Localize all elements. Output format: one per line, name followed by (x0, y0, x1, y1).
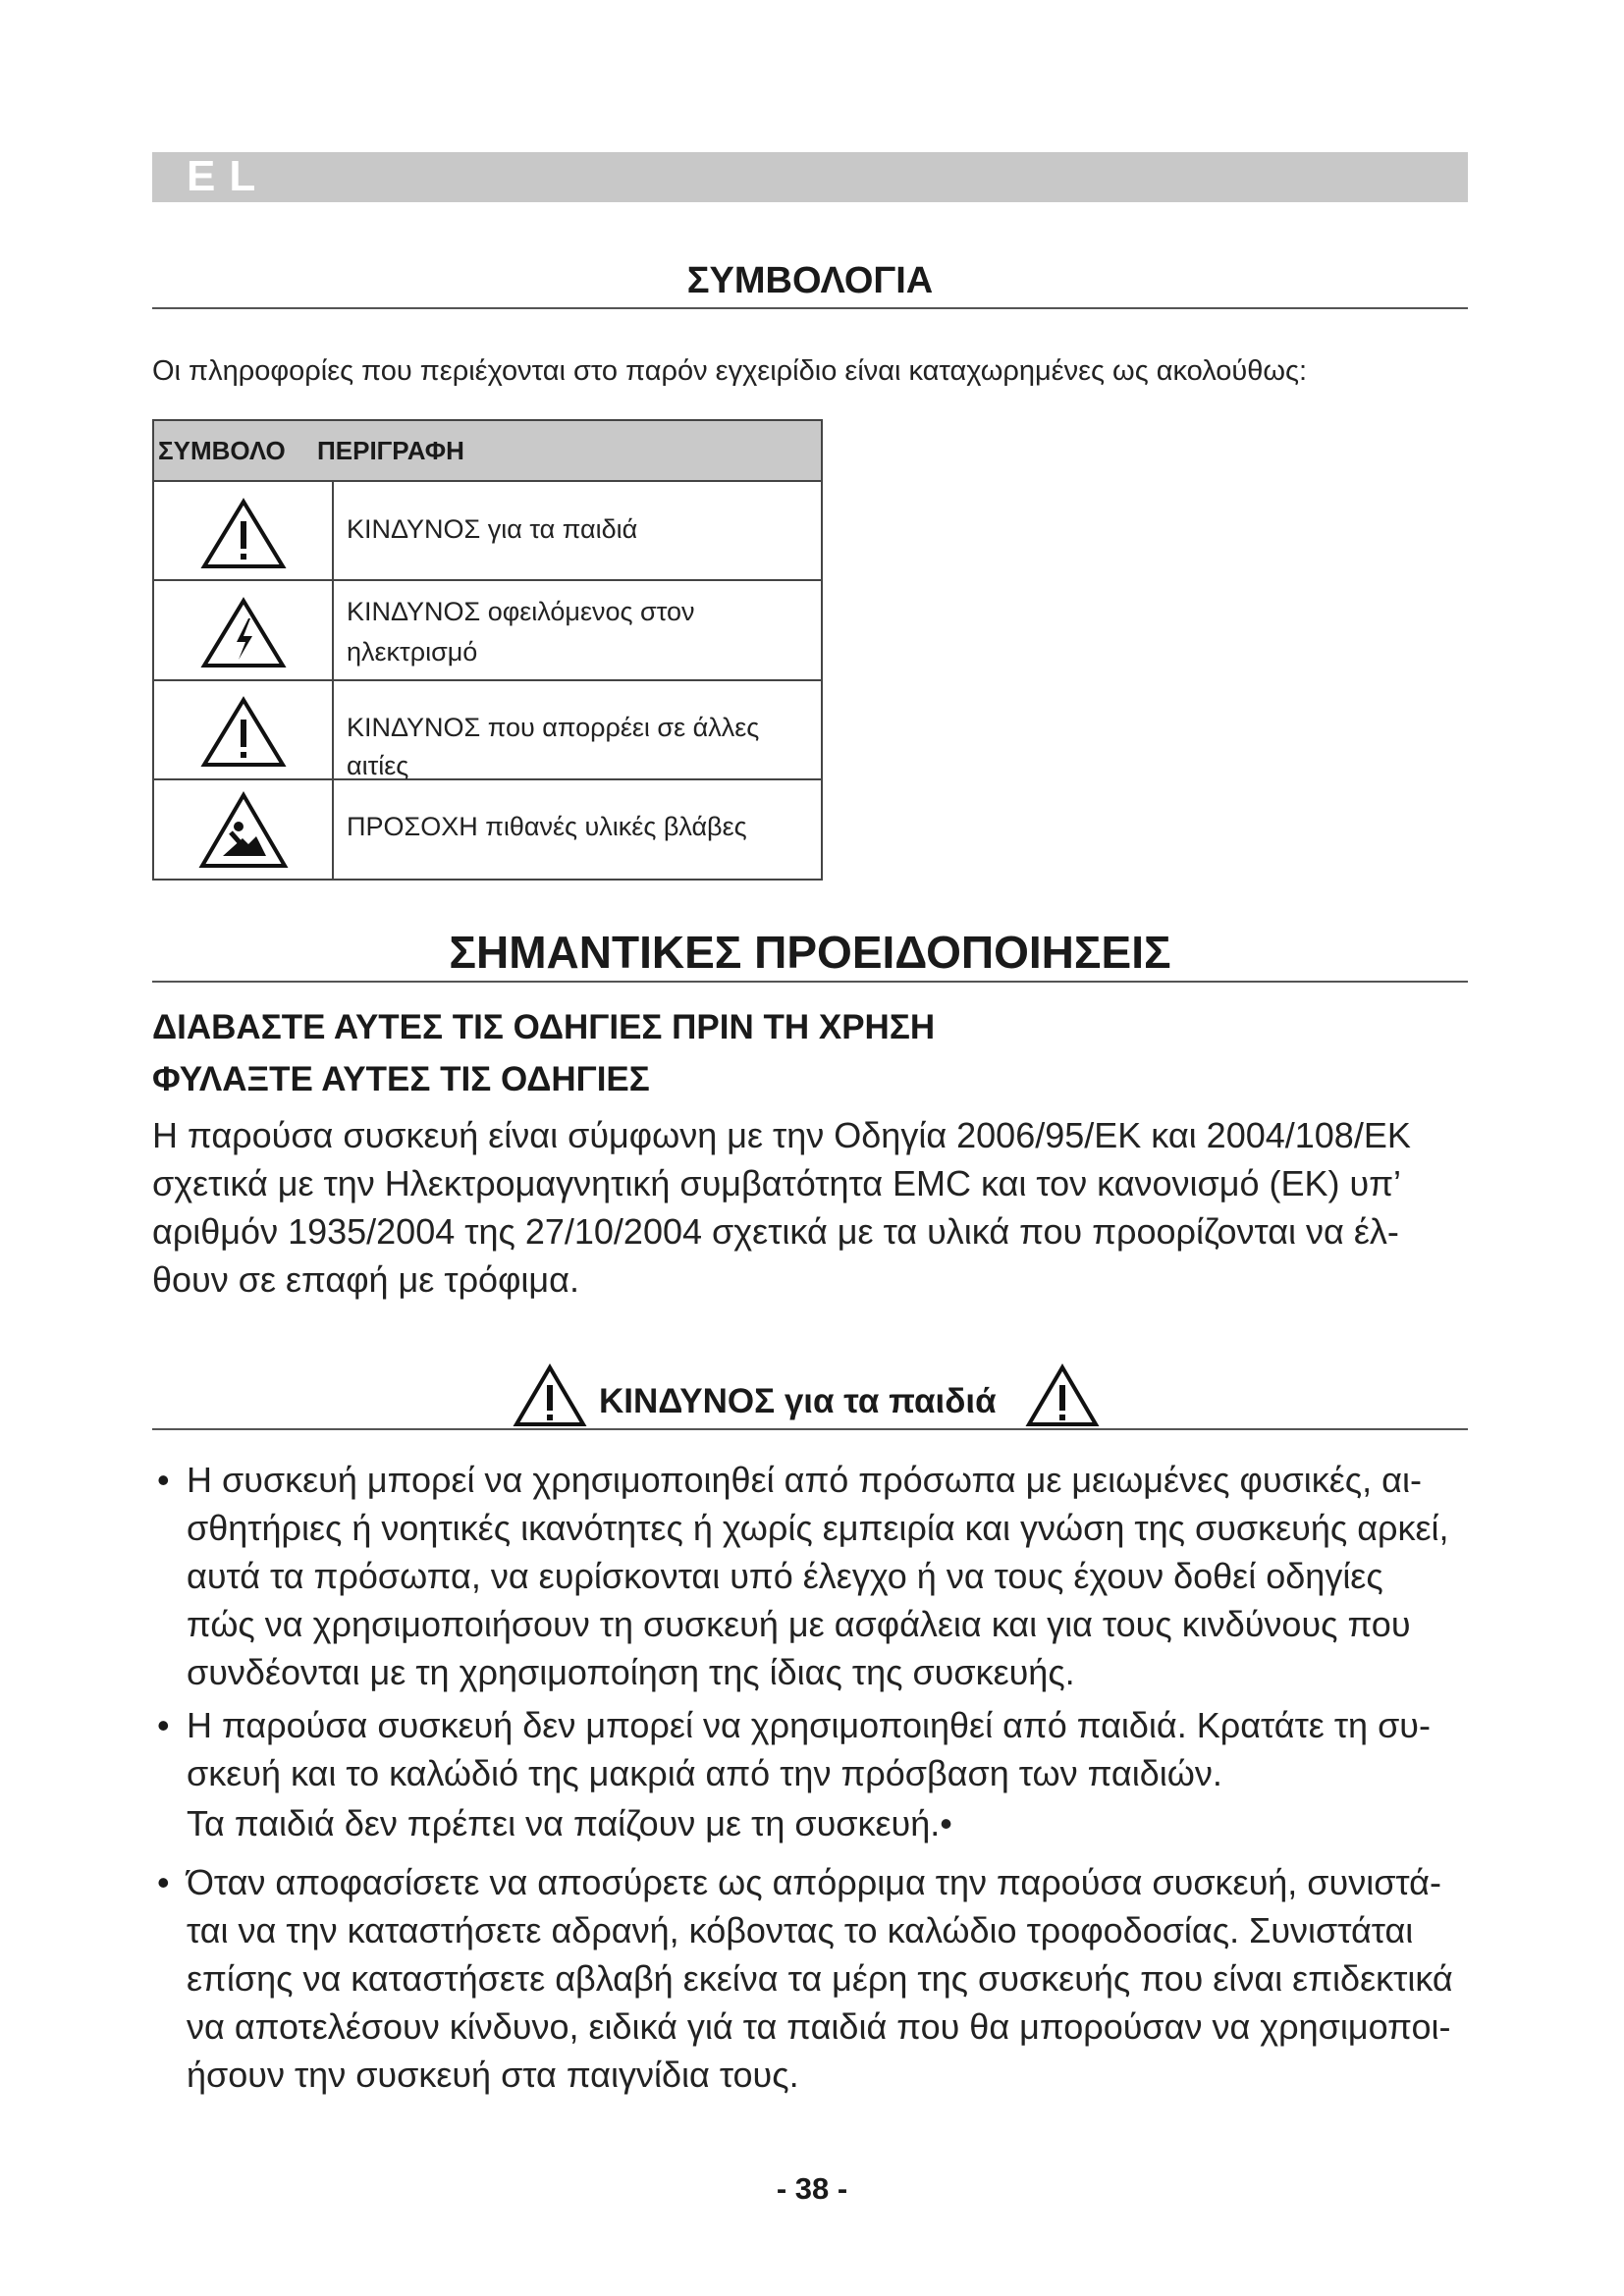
bullet-text-line: αυτά τα πρόσωπα, να ευρίσκονται υπό έλεγχο ή να τους έχουν δοθεί οδηγίες (187, 1556, 1383, 1596)
bullet-text-line: συνδέονται με τη χρησιμοποίηση της ίδιας της συσκευής. (187, 1652, 1075, 1692)
symbol-description: ΚΙΝΔΥΝΟΣ οφειλόμενος στον (347, 597, 695, 626)
compliance-text-line: θουν σε επαφή με τρόφιμα. (152, 1259, 579, 1300)
symbol-table (152, 419, 823, 881)
warnings-title: ΣΗΜΑΝΤΙΚΕΣ ΠΡΟΕΙΔΟΠΟΙΗΣΕΙΣ (449, 927, 1171, 978)
symbol-description: ΚΙΝΔΥΝΟΣ για τα παιδιά (347, 514, 638, 544)
symbol-description: ΠΡΟΣΟΧΗ πιθανές υλικές βλάβες (347, 812, 747, 841)
bullet-text-line: Τα παιδιά δεν πρέπει να παίζουν με τη συσκευή.• (187, 1803, 952, 1843)
section-divider (152, 1428, 1468, 1430)
bullet-text-line: ήσουν την συσκευή στα παιγνίδια τους. (187, 2055, 799, 2095)
warning-triangle-icon (511, 1362, 589, 1430)
page-number: - 38 - (776, 2171, 848, 2206)
bullet-text-line: πώς να χρησιμοποιήσουν τη συσκευή με ασφάλεια και για τους κινδύνους που (187, 1604, 1411, 1644)
bullet-text-line: να αποτελέσουν κίνδυνο, ειδικά γιά τα παιδιά που θα μπορούσαν να χρησιμοποι- (187, 2006, 1451, 2047)
symbol-description-cont: ηλεκτρισμό (347, 637, 478, 667)
language-header-bar (152, 152, 1468, 202)
language-code: EL (187, 152, 270, 200)
row-divider (154, 679, 821, 681)
warning-triangle-exclamation-icon (191, 484, 296, 578)
symbology-intro: Οι πληροφορίες που περιέχονται στο παρόν εγχειρίδιο είναι καταχωρημένες ως ακολούθως: (152, 355, 1308, 387)
read-instructions-heading: ΔΙΑΒΑΣΤΕ ΑΥΤΕΣ ΤΙΣ ΟΔΗΓΙΕΣ ΠΡΙΝ ΤΗ ΧΡΗΣΗ (152, 1008, 936, 1046)
bullet-text-line: Η συσκευή μπορεί να χρησιμοποιηθεί από πρόσωπα με μειωμένες φυσικές, αι- (187, 1460, 1422, 1500)
bullet-marker: • (157, 1705, 170, 1745)
bullet-marker: • (157, 1460, 170, 1500)
warning-triangle-exclamation-icon (191, 682, 296, 776)
bullet-text-line: Η παρούσα συσκευή δεν μπορεί να χρησιμοποιηθεί από παιδιά. Κρατάτε τη συ- (187, 1705, 1431, 1745)
keep-instructions-heading: ΦΥΛΑΞΤΕ ΑΥΤΕΣ ΤΙΣ ΟΔΗΓΙΕΣ (152, 1060, 650, 1098)
warning-triangle-lightning-icon (191, 583, 296, 677)
bullet-text-line: επίσης να καταστήσετε αβλαβή εκείνα τα μέρη της συσκευής που είναι επιδεκτικά (187, 1958, 1453, 1999)
bullet-marker: • (157, 1862, 170, 1902)
compliance-text-line: σχετικά με την Ηλεκτρομαγνητική συμβατότητα EMC και τον κανονισμό (ΕΚ) υπ’ (152, 1163, 1402, 1203)
symbology-title: ΣΥΜΒΟΛΟΓΙΑ (686, 260, 934, 301)
warning-triangle-damage-icon (191, 781, 296, 876)
children-danger-label: ΚΙΝΔΥΝΟΣ για τα παιδιά (599, 1382, 997, 1420)
bullet-text-line: σκευή και το καλώδιό της μακριά από την πρόσβαση των παιδιών. (187, 1753, 1222, 1793)
header-description: ΠΕΡΙΓΡΑΦΗ (317, 436, 464, 465)
bullet-text-line: ται να την καταστήσετε αδρανή, κόβοντας το καλώδιο τροφοδοσίας. Συνιστάται (187, 1910, 1414, 1950)
bullet-text-line: Όταν αποφασίσετε να αποσύρετε ως απόρριμα την παρούσα συσκευή, συνιστά- (187, 1862, 1441, 1902)
row-divider (154, 579, 821, 581)
compliance-text-line: αριθμόν 1935/2004 της 27/10/2004 σχετικά με τα υλικά που προορίζονται να έλ- (152, 1211, 1399, 1252)
symbol-description: ΚΙΝΔΥΝΟΣ που απορρέει σε άλλες αιτίες (347, 713, 760, 780)
section-divider (152, 307, 1468, 309)
compliance-text-line: Η παρούσα συσκευή είναι σύμφωνη με την Οδηγία 2006/95/ΕΚ και 2004/108/ΕΚ (152, 1115, 1411, 1155)
header-symbol: ΣΥΜΒΟΛΟ (158, 436, 286, 465)
warning-triangle-icon (1023, 1362, 1102, 1430)
section-divider (152, 981, 1468, 983)
symbol-table-header (154, 421, 821, 482)
bullet-text-line: σθητήριες ή νοητικές ικανότητες ή χωρίς εμπειρία και γνώση της συσκευής αρκεί, (187, 1508, 1449, 1548)
